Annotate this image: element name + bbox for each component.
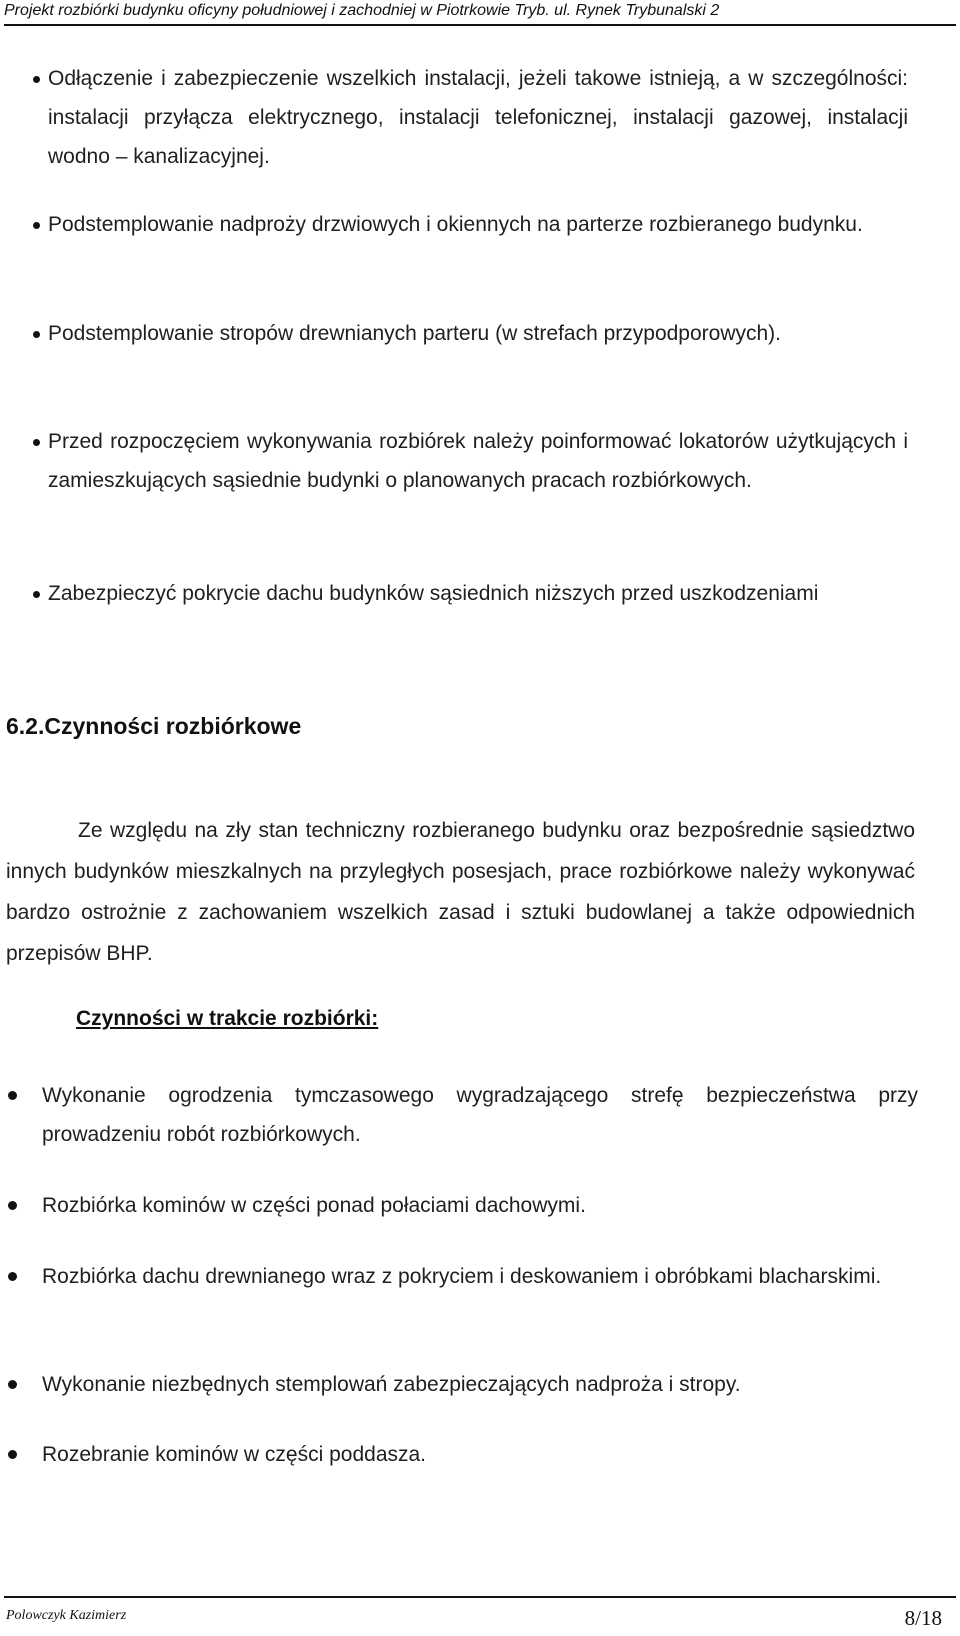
bullet-icon [33,591,40,598]
list-item [48,59,908,176]
list-item [48,574,908,613]
bullet-icon [8,1272,17,1281]
list-item-text: Rozbiórka dachu drewnianego wraz z pokryciem i deskowaniem i obróbkami blacharskimi. [42,1265,882,1288]
list-item [48,422,908,500]
list-item [48,205,908,244]
bullet-icon [8,1201,17,1210]
bullet-icon [33,331,40,338]
list-item [42,1435,918,1474]
header-rule [4,24,956,26]
footer-rule [4,1596,956,1598]
list-item-text: Podstemplowanie stropów drewnianych parteru (w strefach przypodporowych). [48,322,782,345]
page-header [4,0,956,26]
bullet-icon [8,1091,17,1100]
section-heading: 6.2.Czynności rozbiórkowe [6,713,302,739]
list-item [42,1076,918,1154]
list-item [42,1257,918,1296]
list-item [42,1186,918,1225]
list-item-text: Zabezpieczyć pokrycie dachu budynków sąsiednich niższych przed uszkodzeniami [48,582,819,605]
list-item-text: Przed rozpoczęciem wykonywania rozbiórek należy poinformować lokatorów użytkujących i zamieszkujących sąsiednie budynki o planowanych pracach rozbiórkowych. [48,430,908,492]
subsection-heading: Czynności w trakcie rozbiórki: [76,1007,379,1030]
list-item-text: Wykonanie niezbędnych stemplowań zabezpieczających nadproża i stropy. [42,1373,741,1396]
list-item-text: Odłączenie i zabezpieczenie wszelkich instalacji, jeżeli takowe istnieją, a w szczególności: instalacji przyłącza elektrycznego, instalacji telefonicznej, instalacji gazowej, instalacji wodno – kanalizacyjnej. [48,67,908,168]
list-item [48,314,908,353]
list-item-text: Rozebranie kominów w części poddasza. [42,1443,427,1466]
section-paragraph: Ze względu na zły stan techniczny rozbieranego budynku oraz bezpośrednie sąsiedztwo innych budynków mieszkalnych na przyległych posesjach, prace rozbiórkowe należy wykonywać bardzo ostrożnie z zachowaniem wszelkich zasad i sztuki budowlanej a także odpowiednich przepisów BHP. [6,819,915,965]
bullet-icon [8,1450,17,1459]
header-title: Projekt rozbiórki budynku oficyny południowej i zachodniej w Piotrkowie Tryb. ul. Rynek Trybunalski 2 [4,2,720,19]
footer-author: Polowczyk Kazimierz [6,1608,127,1623]
list-item-text: Wykonanie ogrodzenia tymczasowego wygradzającego strefę bezpieczeństwa przy prowadzeniu robót rozbiórkowych. [42,1084,918,1146]
bullet-icon [8,1380,17,1389]
bullet-icon [33,76,40,83]
page-footer [4,1596,956,1636]
list-item-text: Podstemplowanie nadproży drzwiowych i okiennych na parterze rozbieranego budynku. [48,213,863,236]
page-number: 8/18 [904,1606,942,1630]
bullet-icon [33,222,40,229]
list-item [42,1365,918,1404]
list-item-text: Rozbiórka kominów w części ponad połaciami dachowymi. [42,1194,586,1217]
bullet-icon [33,439,40,446]
